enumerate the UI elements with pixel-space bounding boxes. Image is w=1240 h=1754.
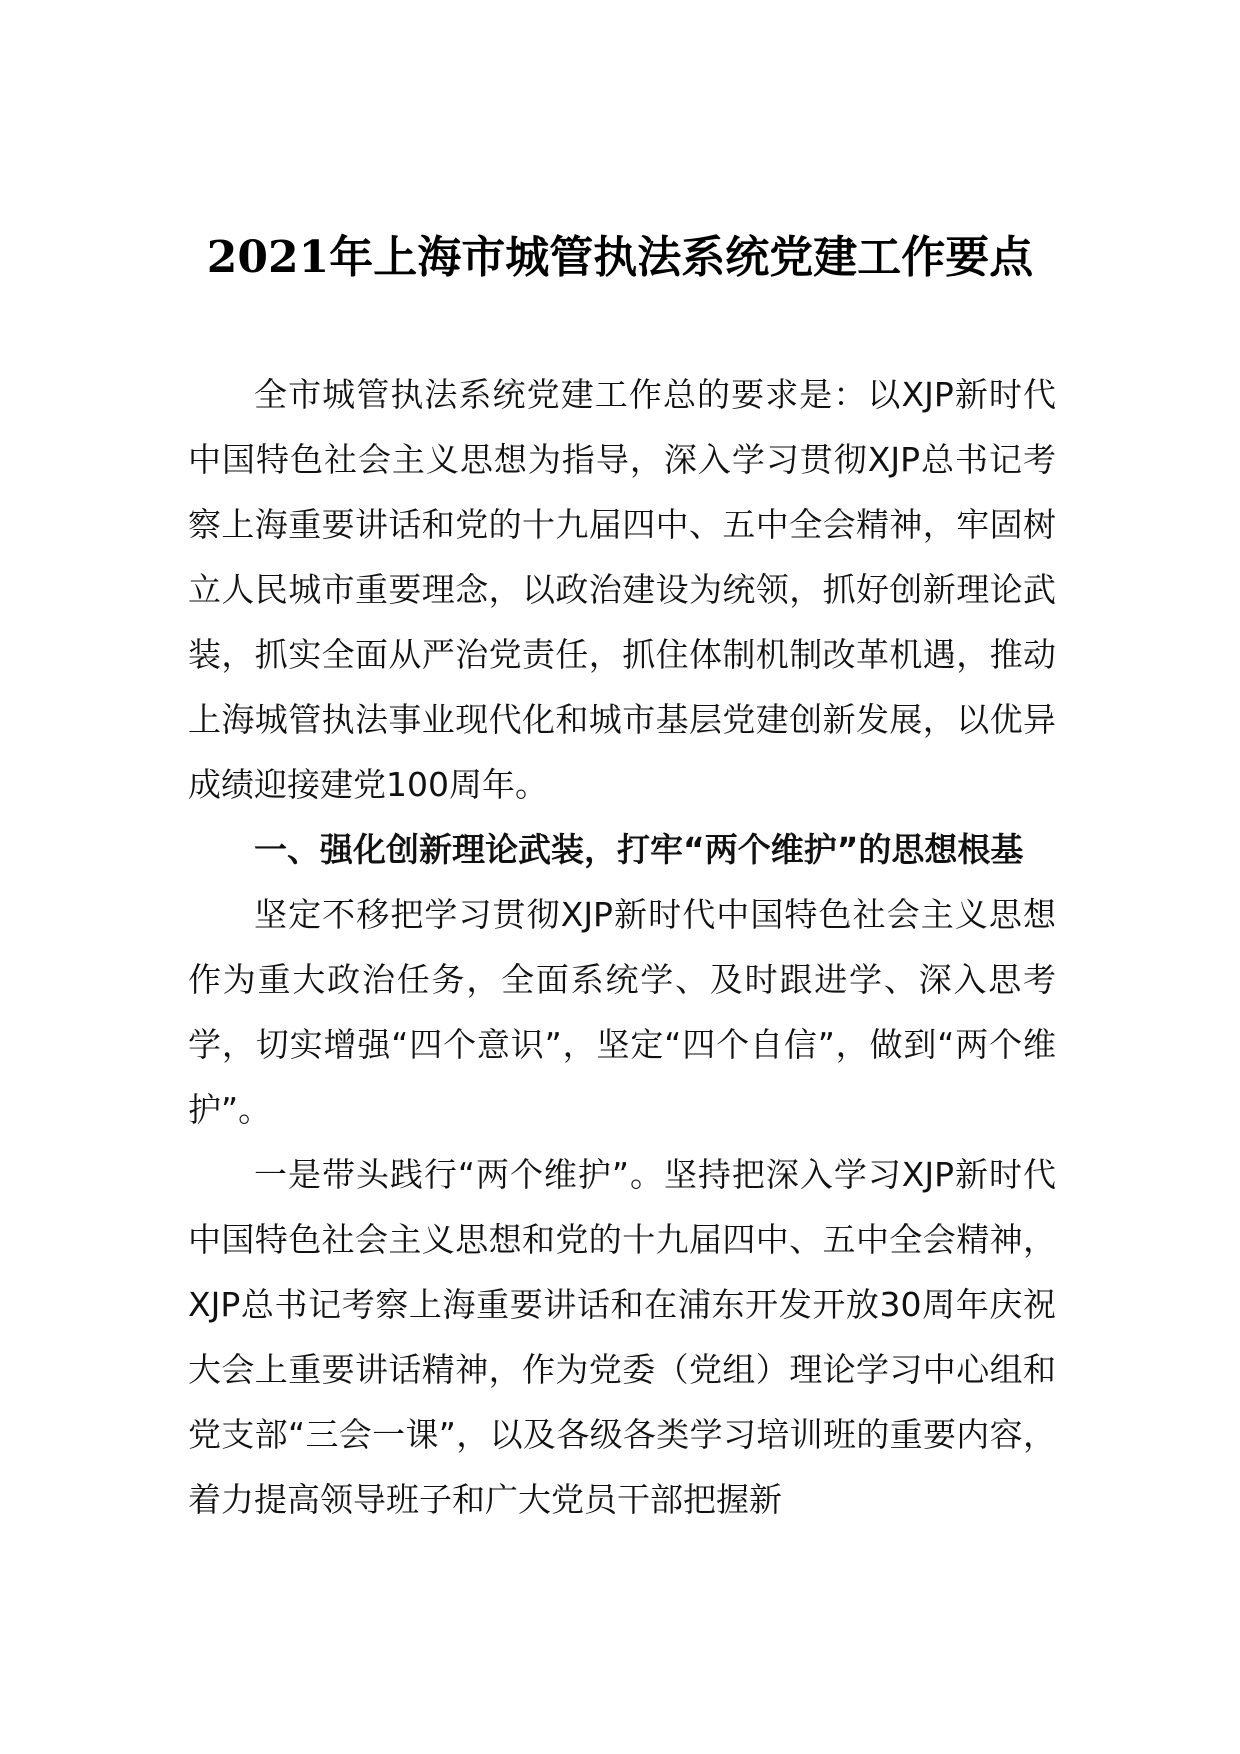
paragraph-section-1-summary: 坚定不移把学习贯彻XJP新时代中国特色社会主义思想作为重大政治任务，全面系统学、及时跟进学、深入思考学，切实增强“四个意识”，坚定“四个自信”，做到“两个维护”。 [188, 895, 1056, 1129]
paragraph-intro: 全市城管执法系统党建工作总的要求是：以XJP新时代中国特色社会主义思想为指导，深入学习贯彻XJP总书记考察上海重要讲话和党的十九届四中、五中全会精神，牢固树立人民城市重要理念，以政治建设为统领，抓好创新理论武装，抓实全面从严治党责任，抓住体制机制改革机遇，推动上海城管执法事业现代化和城市基层党建创新发展，以优异成绩迎接建党100周年。 [188, 375, 1056, 804]
document-title: 2021年上海市城管执法系统党建工作要点 [206, 232, 1034, 283]
paragraph-item-1: 一是带头践行“两个维护”。坚持把深入学习XJP新时代中国特色社会主义思想和党的十九届四中、五中全会精神，XJP总书记考察上海重要讲话和在浦东开发开放30周年庆祝大会上重要讲话精神，作为党委（党组）理论学习中心组和党支部“三会一课”，以及各级各类学习培训班的重要内容，着力提高领导班子和广大党员干部把握新 [188, 1155, 1056, 1519]
document-body [188, 362, 1056, 1532]
section-heading-1: 一、强化创新理论武装，打牢“两个维护”的思想根基 [254, 830, 1024, 869]
